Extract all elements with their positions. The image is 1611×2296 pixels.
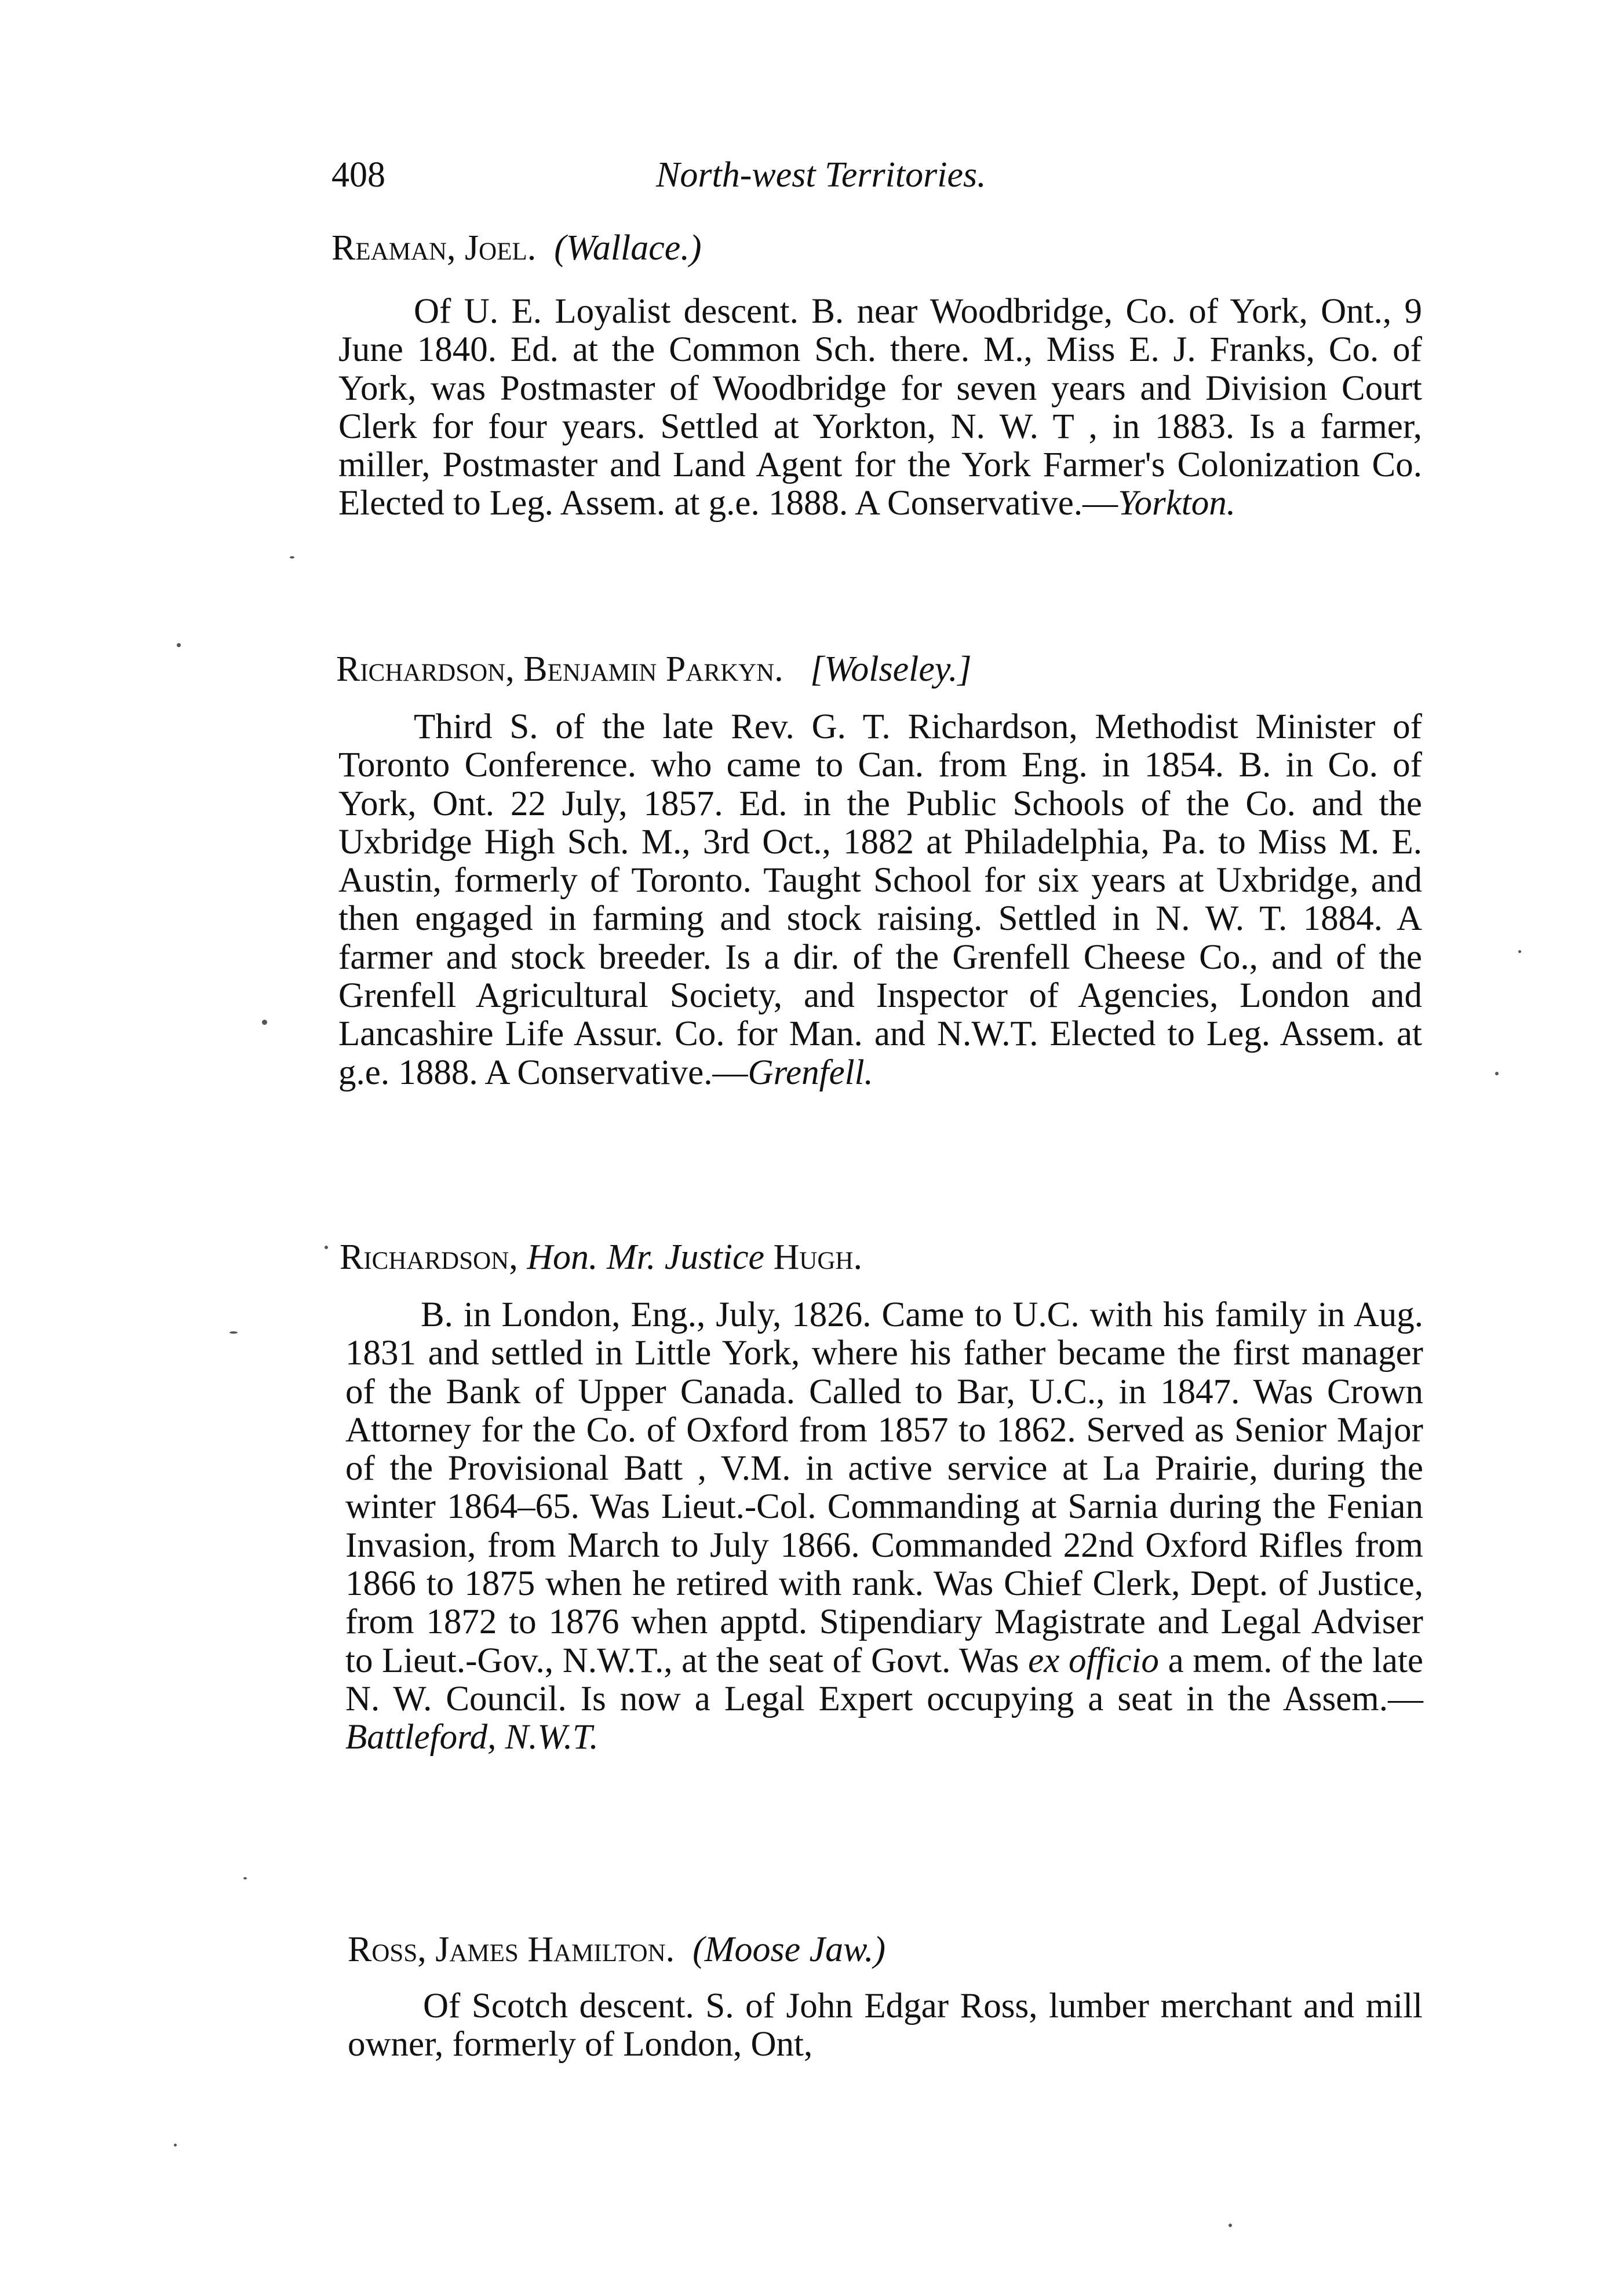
- entry-surname: Reaman,: [331, 228, 456, 268]
- entry-residence: Grenfell.: [748, 1053, 873, 1092]
- scan-speck: [325, 1246, 328, 1249]
- scan-speck: [290, 556, 294, 559]
- scan-speck: [1495, 1072, 1499, 1075]
- page-number: 408: [331, 155, 385, 195]
- entry-heading-reaman: [331, 225, 701, 271]
- entry-given-names: Benjamin Parkyn.: [523, 649, 783, 689]
- entry-surname: Richardson,: [340, 1238, 518, 1277]
- entry-body-richardson-hugh: [345, 1296, 1423, 1757]
- scan-speck: [1229, 2224, 1232, 2227]
- entry-surname: Ross,: [348, 1930, 427, 1969]
- scan-speck: [243, 1877, 247, 1879]
- entry-heading-richardson-hugh: [340, 1234, 862, 1280]
- entry-text: Third S. of the late Rev. G. T. Richardson, Methodist Minister of Toronto Conference. who came to Can. from Eng. in 1854. B. in Co. of York, Ont. 22 July, 1857. Ed. in the Public Schools of the Co. and the Uxbridge High Sch. M., 3rd Oct., 1882 at Philadelphia, Pa. to Miss M. E. Austin, formerly of Toronto. Taught School for six years at Uxbridge, and then engaged in farming and stock raising. Settled in N. W. T. 1884. A farmer and stock breeder. Is a dir. of the Grenfell Cheese Co., and of the Grenfell Agricultural Society, and Inspector of Agencies, London and Lancashire Life Assur. Co. for Man. and N.W.T. Elected to Leg. Assem. at g.e. 1888. A Conservative.—: [338, 707, 1422, 1092]
- scan-speck: [229, 1331, 238, 1334]
- entry-constituency: (Wallace.): [554, 228, 702, 268]
- entry-body-richardson-benjamin: [338, 708, 1422, 1092]
- entry-constituency: [Wolseley.]: [810, 649, 972, 689]
- entry-constituency: (Moose Jaw.): [692, 1930, 886, 1969]
- entry-given-names: James Hamilton.: [435, 1930, 675, 1969]
- entry-body-reaman: [338, 293, 1422, 523]
- entry-given-names: Joel.: [465, 228, 537, 268]
- entry-heading-ross: [348, 1926, 885, 1973]
- running-head: [331, 152, 1154, 198]
- entry-given-names: Hugh.: [773, 1238, 862, 1277]
- entry-text: Of Scotch descent. S. of John Edgar Ross, lumber merchant and mill owner, formerly of London, Ont,: [348, 1987, 1423, 2064]
- entry-italic-phrase: ex officio: [1028, 1641, 1159, 1680]
- scan-speck: [174, 2144, 177, 2147]
- entry-heading-richardson-benjamin: [336, 646, 972, 692]
- entry-text-continued: a mem. of the late N. W. Council. Is now a Legal Expert occupying a seat in the Assem.—: [345, 1641, 1423, 1718]
- scan-speck: [177, 643, 181, 647]
- entry-text: Of U. E. Loyalist descent. B. near Woodbridge, Co. of York, Ont., 9 June 1840. Ed. at the Common Sch. there. M., Miss E. J. Franks, Co. of York, was Postmaster of Woodbridge for seven years and Division Court Clerk for four years. Settled at Yorkton, N. W. T , in 1883. Is a farmer, miller, Postmaster and Land Agent for the York Farmer's Colonization Co. Elected to Leg. Assem. at g.e. 1888. A Conservative.—: [338, 292, 1422, 523]
- scan-speck: [1518, 950, 1521, 953]
- entry-residence: Battleford, N.W.T.: [345, 1718, 599, 1757]
- entry-honorific: Hon. Mr. Justice: [527, 1238, 765, 1277]
- entry-surname: Richardson,: [336, 649, 515, 689]
- entry-text: B. in London, Eng., July, 1826. Came to U.C. with his family in Aug. 1831 and settled in Little York, where his father became the first manager of the Bank of Upper Canada. Called to Bar, U.C., in 1847. Was Crown Attorney for the Co. of Oxford from 1857 to 1862. Served as Senior Major of the Provisional Batt , V.M. in active service at La Prairie, during the winter 1864–65. Was Lieut.-Col. Commanding at Sarnia during the Fenian Invasion, from March to July 1866. Commanded 22nd Oxford Rifles from 1866 to 1875 when he retired with rank. Was Chief Clerk, Dept. of Justice, from 1872 to 1876 when apptd. Stipendiary Magistrate and Legal Adviser to Lieut.-Gov., N.W.T., at the seat of Govt. Was: [345, 1295, 1423, 1680]
- entry-residence: Yorkton.: [1118, 484, 1235, 523]
- running-title: North-west Territories.: [656, 155, 986, 195]
- scan-speck: [262, 1020, 267, 1025]
- entry-body-ross: [348, 1987, 1423, 2064]
